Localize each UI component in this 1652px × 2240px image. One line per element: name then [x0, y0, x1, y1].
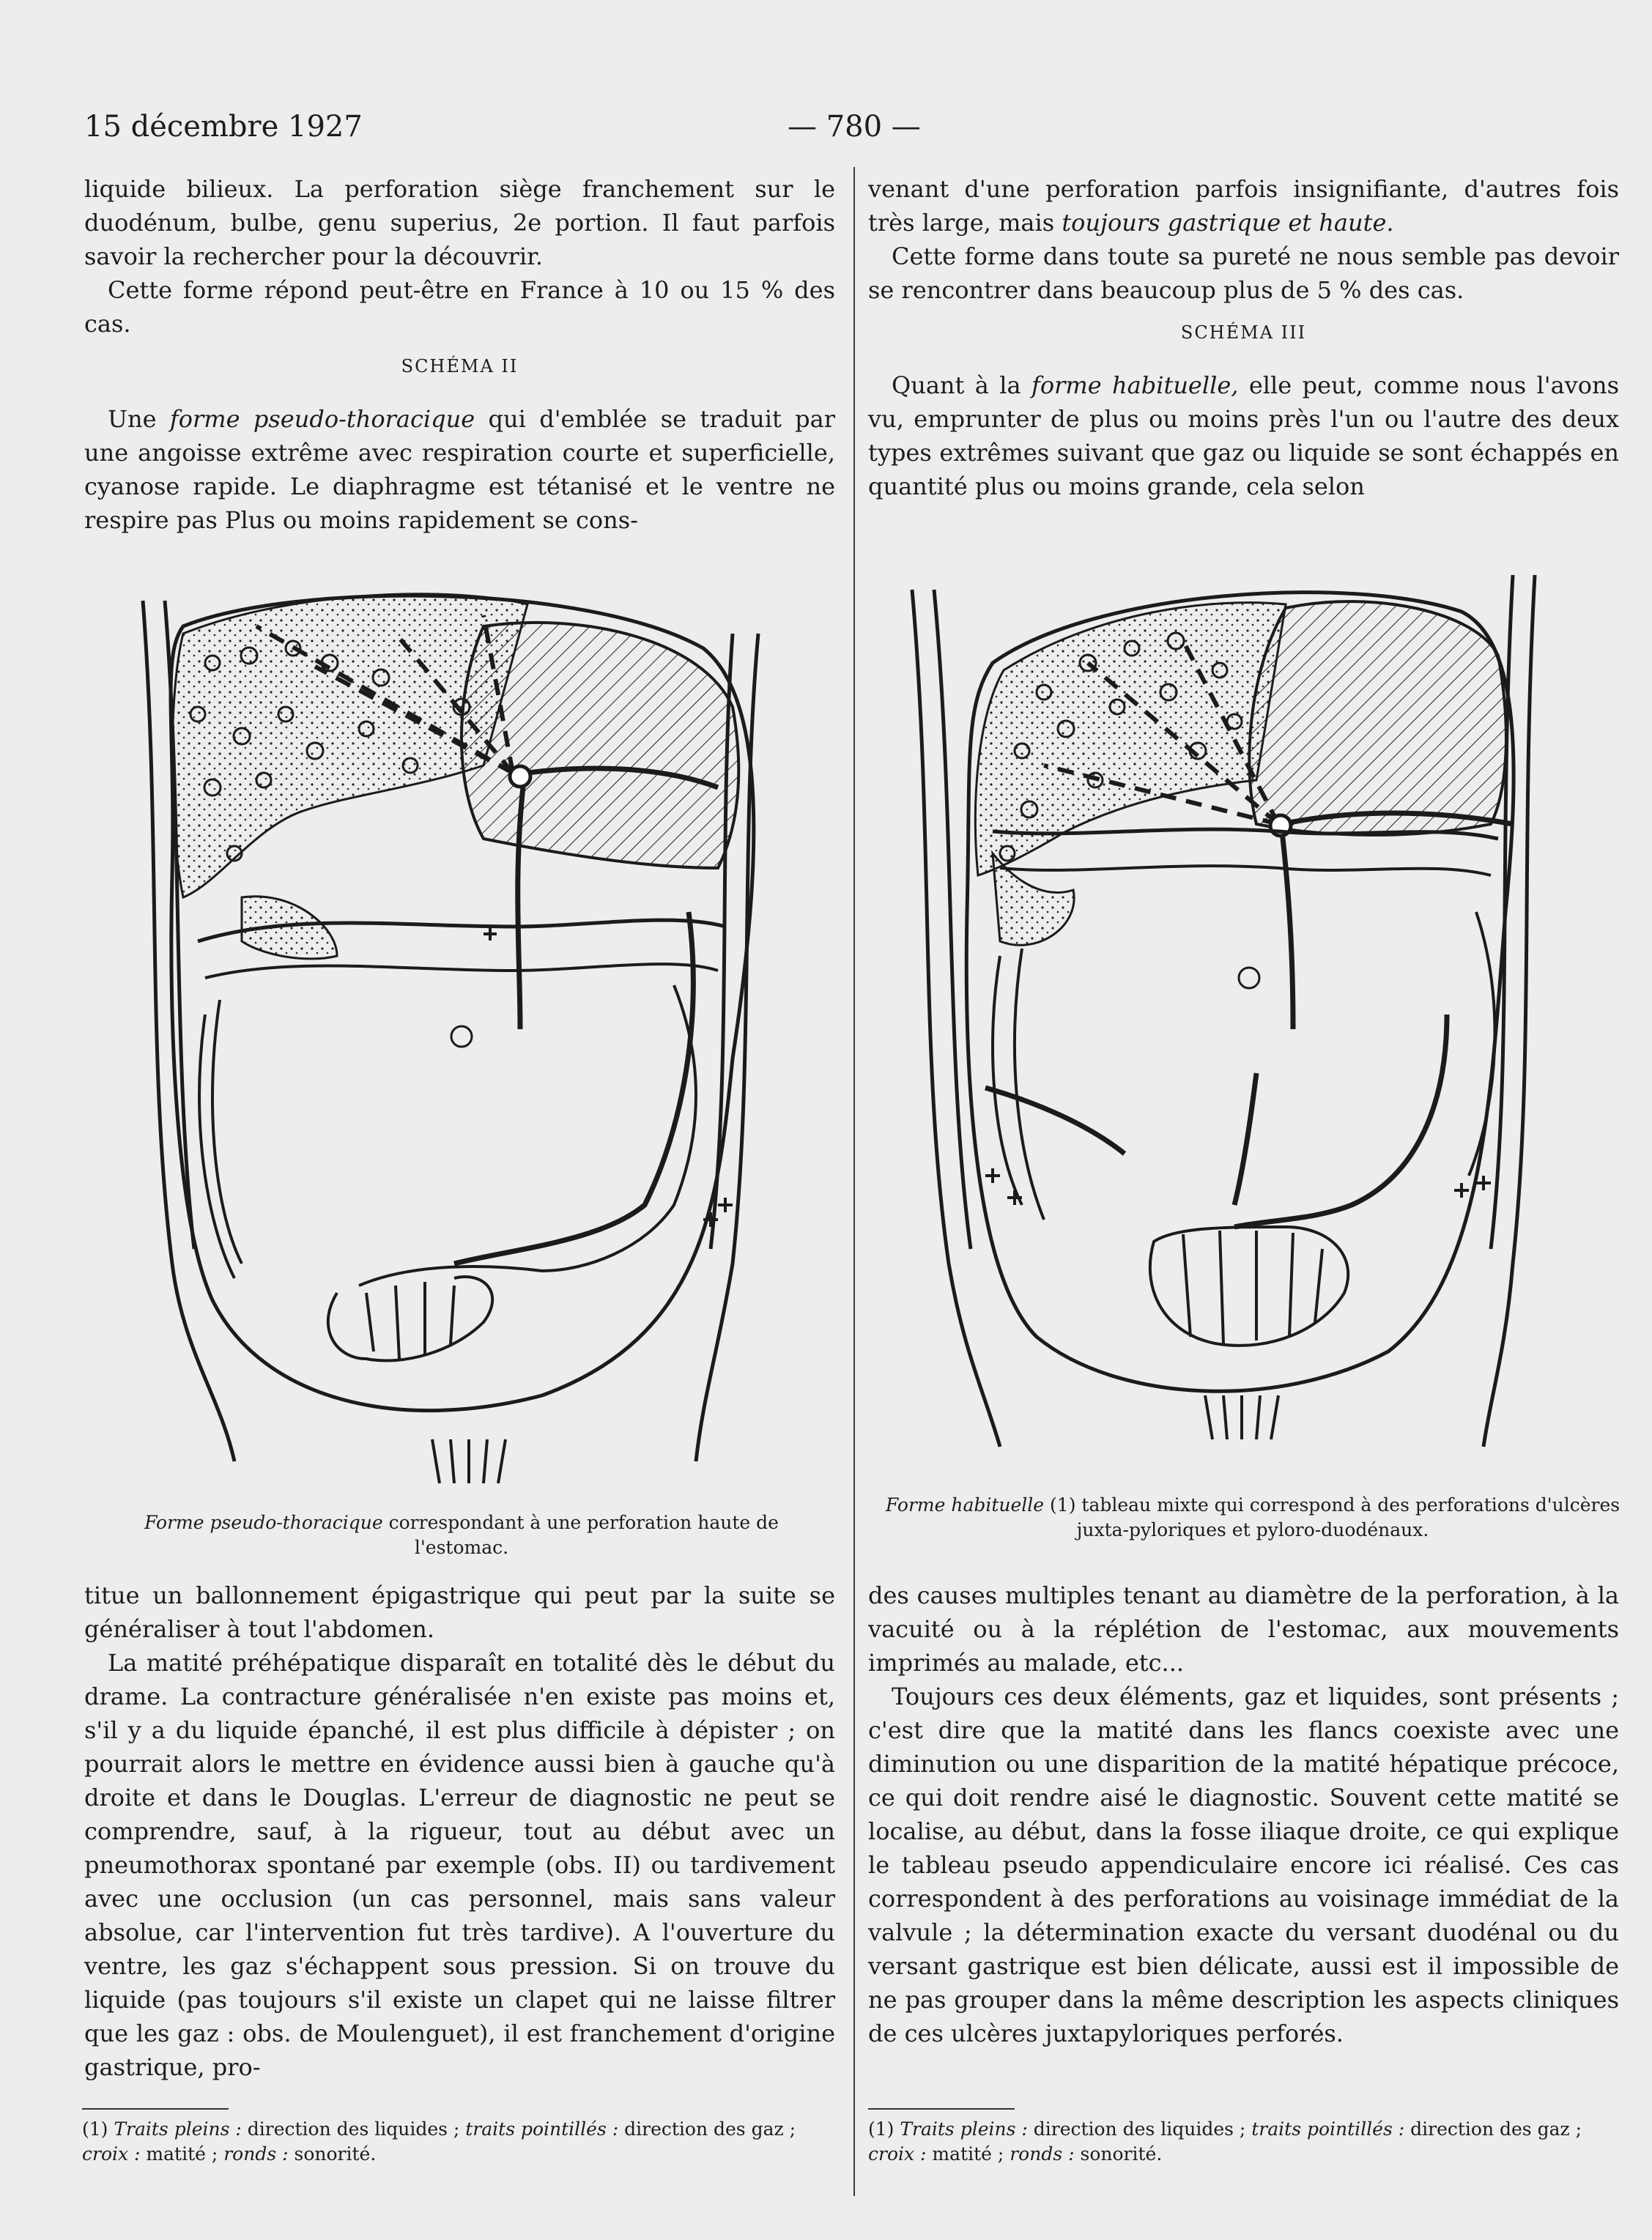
- paragraph: liquide bilieux. La perforation siège franchement sur le duodénum, bulbe, genu superius, 2e portion. Il faut parfois savoir la rechercher pour la découvrir.: [84, 175, 835, 270]
- footnote-rule: [868, 2108, 1015, 2110]
- legend-text: matité ;: [926, 2143, 1010, 2165]
- right-column-bottom: [868, 1579, 1619, 2050]
- page-number: — 780 —: [788, 110, 921, 144]
- legend-text: direction des liquides ;: [1027, 2118, 1252, 2140]
- schema-ii-figure: [73, 546, 821, 1513]
- left-column-bottom: [84, 1579, 835, 2084]
- legend-term: traits pointillés :: [465, 2118, 619, 2140]
- legend-term: ronds :: [223, 2143, 289, 2165]
- legend-term: croix :: [868, 2143, 927, 2165]
- text-run: venant d'une perforation parfois insignifiante, d'autres fois très large, mais: [868, 175, 1619, 237]
- figure-caption-right: [879, 1493, 1626, 1543]
- legend-term: croix :: [82, 2143, 141, 2165]
- paragraph: des causes multiples tenant au diamètre de la perforation, à la vacuité ou à la réplétion de l'estomac, aux mouvements imprimés au malade, etc...: [868, 1581, 1619, 1677]
- caption-text: correspondant à une perforation haute de l'estomac.: [382, 1512, 779, 1558]
- legend-term: traits pointillés :: [1251, 2118, 1405, 2140]
- page-header: [84, 110, 1630, 154]
- text-run: Quant à la: [892, 371, 1031, 399]
- paragraph: [84, 402, 835, 537]
- caption-italic: Forme habituelle: [885, 1494, 1045, 1516]
- paragraph: Toujours ces deux éléments, gaz et liquides, sont présents ; c'est dire que la matité dans les flancs coexiste avec une diminution ou une disparition de la matité hépatique précoce, ce qui doit rendre aisé le diagnostic. Souvent cette matité se localise, au début, dans la fosse iliaque droite, ce qui explique le tableau pseudo appendiculaire encore ici réalisé. Ces cas correspondent à des perforations au voisinage immédiat de la valvule ; la détermination exacte du versant duodénal ou du versant gastrique est bien délicate, aussi est il impossible de ne pas grouper dans la même description les aspects cliniques de ces ulcères juxtapyloriques perforés.: [868, 1683, 1619, 2047]
- schema-heading: SCHÉMA II: [401, 356, 519, 377]
- paragraph: [868, 368, 1619, 503]
- footnote-left: [82, 2108, 837, 2167]
- legend-text: direction des gaz ;: [618, 2118, 796, 2140]
- text-run: Une: [108, 405, 170, 433]
- right-column-top: [868, 172, 1619, 503]
- caption-italic: Forme pseudo-thoracique: [144, 1512, 383, 1533]
- column-divider: [853, 167, 855, 2196]
- caption-text: (1) tableau mixte qui correspond à des perforations d'ulcères juxta-pyloriques et pyloro-duodénaux.: [1044, 1494, 1620, 1540]
- italic-term: forme pseudo-thoracique: [169, 405, 475, 433]
- paragraph: La matité préhépatique disparaît en totalité dès le début du drame. La contracture généralisée n'en existe pas moins et, s'il y a du liquide épanché, il est plus difficile à dépister ; on pourrait alors le mettre en évidence aussi bien à gauche qu'à droite et dans le Douglas. L'erreur de diagnostic ne peut se comprendre, sauf, à la rigueur, tout au début avec un pneumothorax spontané par exemple (obs. II) ou tardivement avec une occlusion (un cas personnel, mais sans valeur absolue, car l'intervention fut très tardive). A l'ouverture du ventre, les gaz s'échappent sous pression. Si on trouve du liquide (pas toujours s'il existe un clapet qui ne laisse filtrer que les gaz : obs. de Moulenguet), il est franchement d'origine gastrique, pro-: [84, 1649, 835, 2081]
- legend-text: sonorité.: [1074, 2143, 1163, 2165]
- legend-text: direction des gaz ;: [1404, 2118, 1582, 2140]
- legend-text: sonorité.: [288, 2143, 377, 2165]
- italic-term: forme habituelle,: [1031, 371, 1239, 399]
- legend-text: direction des liquides ;: [241, 2118, 466, 2140]
- italic-term: toujours gastrique et haute.: [1062, 209, 1394, 237]
- footnote-rule: [82, 2108, 229, 2110]
- legend-term: Traits pleins :: [900, 2118, 1028, 2140]
- paragraph: Cette forme dans toute sa pureté ne nous semble pas devoir se rencontrer dans beaucoup plus de 5 % des cas.: [868, 242, 1619, 304]
- figure-caption-left: [110, 1510, 813, 1560]
- schema-heading: SCHÉMA III: [1180, 322, 1307, 343]
- schema-iii-figure: [875, 546, 1630, 1491]
- issue-date: 15 décembre 1927: [84, 110, 363, 144]
- legend-term: ronds :: [1010, 2143, 1075, 2165]
- text-run: elle peut, comme nous l'avons vu, emprunter de plus ou moins près l'un ou l'autre des deux types extrêmes suivant que gaz ou liquide se sont échappés en quantité plus ou moins grande, cela selon: [868, 371, 1620, 500]
- footnote-number: (1): [868, 2118, 900, 2140]
- paragraph: titue un ballonnement épigastrique qui peut par la suite se généraliser à tout l'abdomen.: [84, 1581, 835, 1643]
- legend-term: Traits pleins :: [114, 2118, 242, 2140]
- left-column-top: [84, 172, 835, 537]
- legend-text: matité ;: [140, 2143, 224, 2165]
- paragraph: [868, 172, 1619, 240]
- text-run: qui d'emblée se traduit par une angoisse extrême avec respiration courte et superficielle, cyanose rapide. Le diaphragme est tétanisé et le ventre ne respire pas Plus ou moins rapidement se cons-: [84, 405, 836, 534]
- paragraph: Cette forme répond peut-être en France à 10 ou 15 % des cas.: [84, 276, 835, 338]
- footnote-right: [868, 2108, 1623, 2167]
- footnote-number: (1): [82, 2118, 114, 2140]
